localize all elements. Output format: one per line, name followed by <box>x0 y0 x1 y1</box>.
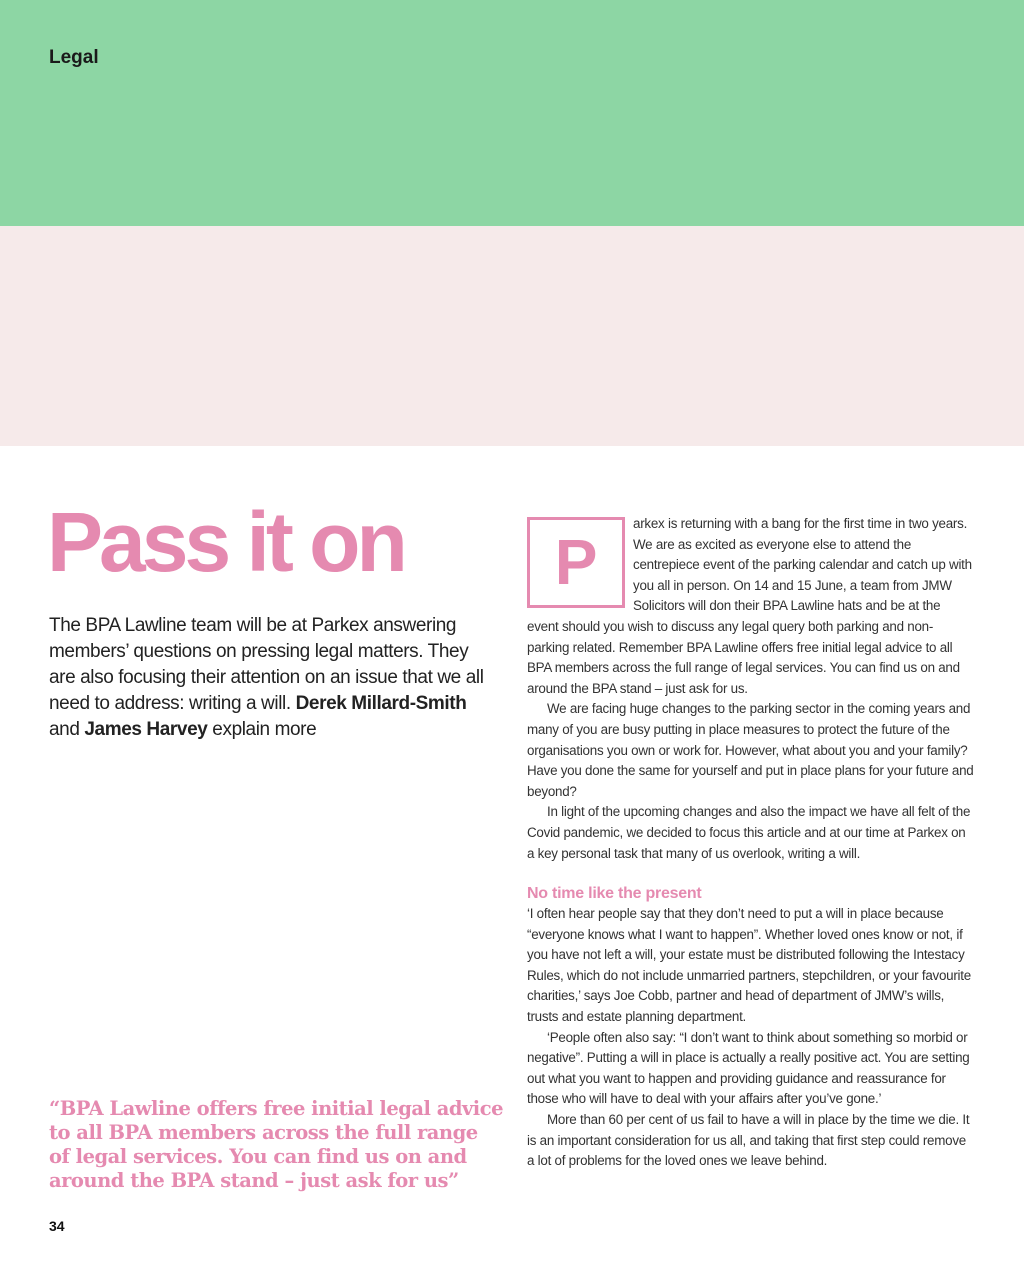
drop-cap: P <box>527 517 625 608</box>
author-name: Derek Millard-Smith <box>295 693 467 714</box>
article-intro <box>49 613 499 743</box>
article-title: Pass it on <box>47 495 404 589</box>
body-paragraph: arkex is returning with a bang for the first time in two years. We are as excited as everyone else to attend the centrepiece event of the parking calendar and catch up with you all in person. On 14 and 15 June, a team from JMW Solicitors will don their BPA Lawline hats and be at the event should you wish to discuss any legal query both parking and non-parking related. Remember BPA Lawline offers free initial legal advice to all BPA members across the full range of legal services. You can find us on and around the BPA stand – just ask for us. <box>527 516 972 696</box>
intro-end: explain more <box>207 719 317 740</box>
section-label: Legal <box>49 47 99 68</box>
body-paragraph: In light of the upcoming changes and also the impact we have all felt of the Covid pandemic, we decided to focus this article and at our time at Parkex on a key personal task that many of us overlook, writing a will. <box>527 804 971 861</box>
intro-text: The BPA Lawline team will be at Parkex answering members’ questions on pressing legal matters. They are also focusing their attention on an issue that we all need to address: writing a will. <box>49 615 484 714</box>
subheading: No time like the present <box>527 885 702 903</box>
body-paragraph: More than 60 per cent of us fail to have a will in place by the time we die. It is an important consideration for us all, and taking that first step could remove a lot of problems for the loved ones we leave behind. <box>527 1112 970 1169</box>
article-body <box>527 514 975 1172</box>
image-placeholder-band <box>0 226 1024 446</box>
header-band <box>0 0 1024 226</box>
author-name: James Harvey <box>84 719 208 740</box>
pull-quote: “BPA Lawline offers free initial legal advice to all BPA members across the full range of legal services. You can find us on and around the BPA stand – just ask for us” <box>49 1097 503 1192</box>
intro-and: and <box>49 719 85 740</box>
body-paragraph: We are facing huge changes to the parking sector in the coming years and many of you are busy putting in place measures to protect the future of the organisations you own or work for. However, what about you and your family? Have you done the same for yourself and put in place plans for your future and beyond? <box>527 701 974 799</box>
body-paragraph: ‘I often hear people say that they don’t need to put a will in place because “everyone knows what I want to happen”. Whether loved ones know or not, if you have not left a will, your estate must be distributed following the Intestacy Rules, which do not include unmarried partners, stepchildren, or your favourite charities,’ says Joe Cobb, partner and head of department of JMW’s wills, trusts and estate planning department. <box>527 906 971 1025</box>
page-number: 34 <box>49 1218 65 1234</box>
body-paragraph: ‘People often also say: “I don’t want to think about something so morbid or negative”. Putting a will in place is actually a really positive act. You are setting out what you want to happen and providing guidance and reassurance for those who will have to deal with your affairs after you’ve gone.’ <box>527 1029 970 1107</box>
